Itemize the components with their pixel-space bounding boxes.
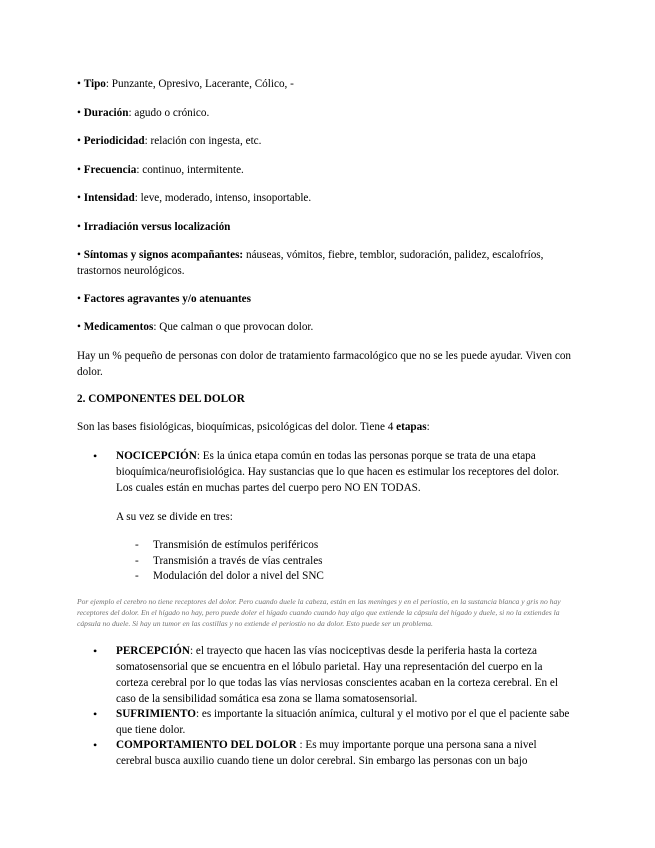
attribute-item: • Frecuencia: continuo, intermitente. [77, 164, 244, 176]
attribute-label: Irradiación versus localización [83, 221, 231, 233]
stage-label: PERCEPCIÓN [116, 645, 190, 657]
attribute-label: Duración [83, 107, 129, 119]
sub-list-item: Transmisión a través de vías centrales [153, 555, 323, 567]
dash: - [135, 570, 139, 582]
attribute-item: • Factores agravantes y/o atenuantes [77, 293, 251, 305]
dash: - [135, 555, 139, 567]
stage-text: : el trayecto que hacen las vías nociceptivas desde la periferia hasta la corteza somatosensorial que se encuentra en el lóbulo parietal. Hay una representación del cuerpo en la corteza cerebral por lo que todas las vías nerviosas conscientes acaban en la corteza cerebral. En el caso de la sensibilidad somática esa zona se llama somatosensorial. [116, 645, 558, 705]
stage-nocicepcion [116, 448, 571, 496]
attribute-label: Factores agravantes y/o atenuantes [83, 293, 251, 305]
bullet: • [93, 449, 98, 463]
attribute-text: náuseas, vómitos, fiebre, temblor, sudoración, palidez, escalofríos, trastornos neurológicos. [77, 249, 544, 277]
bullet: • [93, 644, 98, 658]
attribute-item: • Medicamentos: Que calman o que provocan dolor. [77, 321, 314, 333]
dash: - [135, 539, 139, 551]
example-note: Por ejemplo el cerebro no tiene receptores del dolor. Pero cuando duele la cabeza, están en las meninges y en el periostio, en la sustancia blanca y gris no hay receptores del dolor. En el hígado no hay, pero puede doler el hígado cuando cuando hay algo que extiende la cápsula del hígado y duele, si no la extiendes la cápsula no duele. Si hay un tumor en las costillas y no extiende el periostio no da dolor. Esto puede ser un problema. [77, 597, 561, 628]
attribute-label: Periodicidad [83, 135, 145, 147]
paragraph: Hay un % pequeño de personas con dolor de tratamiento farmacológico que no se les puede ayudar. Viven con dolor. [77, 350, 572, 378]
attribute-item: • Tipo: Punzante, Opresivo, Lacerante, Cólico, - [77, 78, 294, 90]
attribute-label: Tipo [83, 78, 106, 90]
attribute-text: : relación con ingesta, etc. [144, 135, 262, 147]
sub-list-item: Modulación del dolor a nivel del SNC [153, 570, 324, 582]
attribute-text: : Punzante, Opresivo, Lacerante, Cólico, - [105, 78, 294, 90]
stage-label: NOCICEPCIÓN [116, 450, 197, 462]
attribute-text: : Que calman o que provocan dolor. [153, 321, 314, 333]
sub-intro: A su vez se divide en tres: [116, 511, 233, 523]
stage-label: COMPORTAMIENTO DEL DOLOR [116, 739, 297, 751]
stage-percepcion [116, 643, 571, 707]
attribute-text: : leve, moderado, intenso, insoportable. [134, 192, 312, 204]
attribute-text: : continuo, intermitente. [136, 164, 244, 176]
stage-text: : Es muy importante porque una persona sana a nivel cerebral busca auxilio cuando tiene un dolor cerebral. Sin embargo las personas con un bajo [116, 739, 537, 767]
stage-text: : es importante la situación anímica, cultural y el motivo por el que el paciente sabe que tiene dolor. [116, 708, 570, 736]
bullet: • [93, 738, 98, 752]
bullet: • [93, 707, 98, 721]
attribute-item: • Síntomas y signos acompañantes: náuseas, vómitos, fiebre, temblor, sudoración, palidez, escalofríos, trastornos neurológicos. [77, 249, 544, 277]
attribute-text: : agudo o crónico. [128, 107, 210, 119]
attribute-item: • Intensidad: leve, moderado, intenso, insoportable. [77, 192, 312, 204]
stage-label: SUFRIMIENTO [116, 708, 196, 720]
attribute-label: Frecuencia [83, 164, 137, 176]
attribute-label: Síntomas y signos acompañantes: [83, 249, 244, 261]
attribute-label: Medicamentos [83, 321, 154, 333]
section-title: 2. COMPONENTES DEL DOLOR [77, 393, 245, 405]
stage-sufrimiento [116, 706, 571, 738]
attribute-label: Intensidad [83, 192, 135, 204]
attribute-item: • Duración: agudo o crónico. [77, 107, 210, 119]
attribute-item: • Irradiación versus localización [77, 221, 231, 233]
sub-list-item: Transmisión de estímulos periféricos [153, 539, 319, 551]
stage-comportamiento [116, 737, 571, 769]
attribute-item: • Periodicidad: relación con ingesta, etc. [77, 135, 262, 147]
stage-text: : Es la única etapa común en todas las personas porque se trata de una etapa bioquímica/neurofisiológica. Hay sustancias que lo que hacen es estimular los receptores del dolor. Los cuales están en muchas partes del cuerpo pero NO EN TODAS. [116, 450, 560, 494]
intro-paragraph: Son las bases fisiológicas, bioquímicas, psicológicas del dolor. Tiene 4 etapas: [77, 421, 430, 433]
